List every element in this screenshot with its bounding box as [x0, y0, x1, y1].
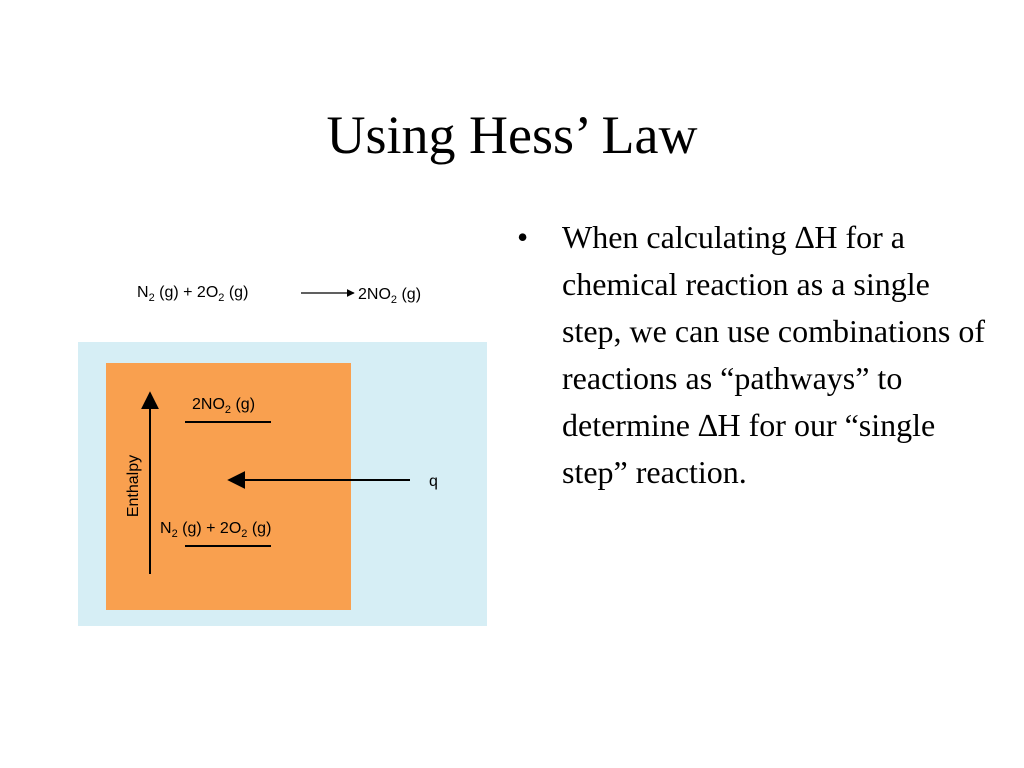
top-level-subscript: 2	[224, 404, 232, 416]
equation-reactants	[137, 284, 248, 304]
equation-n2-subscript: 2	[148, 292, 155, 304]
bottom-level-n2: N	[160, 520, 172, 537]
bullet-marker: •	[517, 219, 529, 255]
equation-product-state: (g)	[397, 286, 422, 303]
equation-o2-subscript: 2	[218, 292, 225, 304]
slide-title: Using Hess’ Law	[326, 105, 698, 165]
bottom-level-n2-subscript: 2	[171, 528, 178, 540]
heat-label: q	[429, 473, 438, 490]
top-level-species: 2NO	[192, 396, 225, 413]
enthalpy-axis-label: Enthalpy	[125, 454, 142, 518]
bottom-level-mid: (g) + 2O	[177, 520, 242, 537]
bottom-level-o2-subscript: 2	[241, 528, 248, 540]
equation-o2-state: (g)	[224, 284, 249, 301]
equation-n2: N	[137, 284, 149, 301]
equation-product-species: 2NO	[358, 286, 391, 303]
equation-product	[358, 286, 421, 306]
bullet-text: When calculating ∆H for a chemical reaction as a single step, we can use combinations of reactions as “pathways” to determine ∆H for our “single step” reaction.	[562, 219, 985, 490]
bottom-level-state: (g)	[247, 520, 272, 537]
equation-n2-state: (g) + 2O	[154, 284, 219, 301]
equation-product-subscript: 2	[390, 294, 398, 306]
top-level-state: (g)	[231, 396, 256, 413]
inner-box	[106, 363, 351, 610]
